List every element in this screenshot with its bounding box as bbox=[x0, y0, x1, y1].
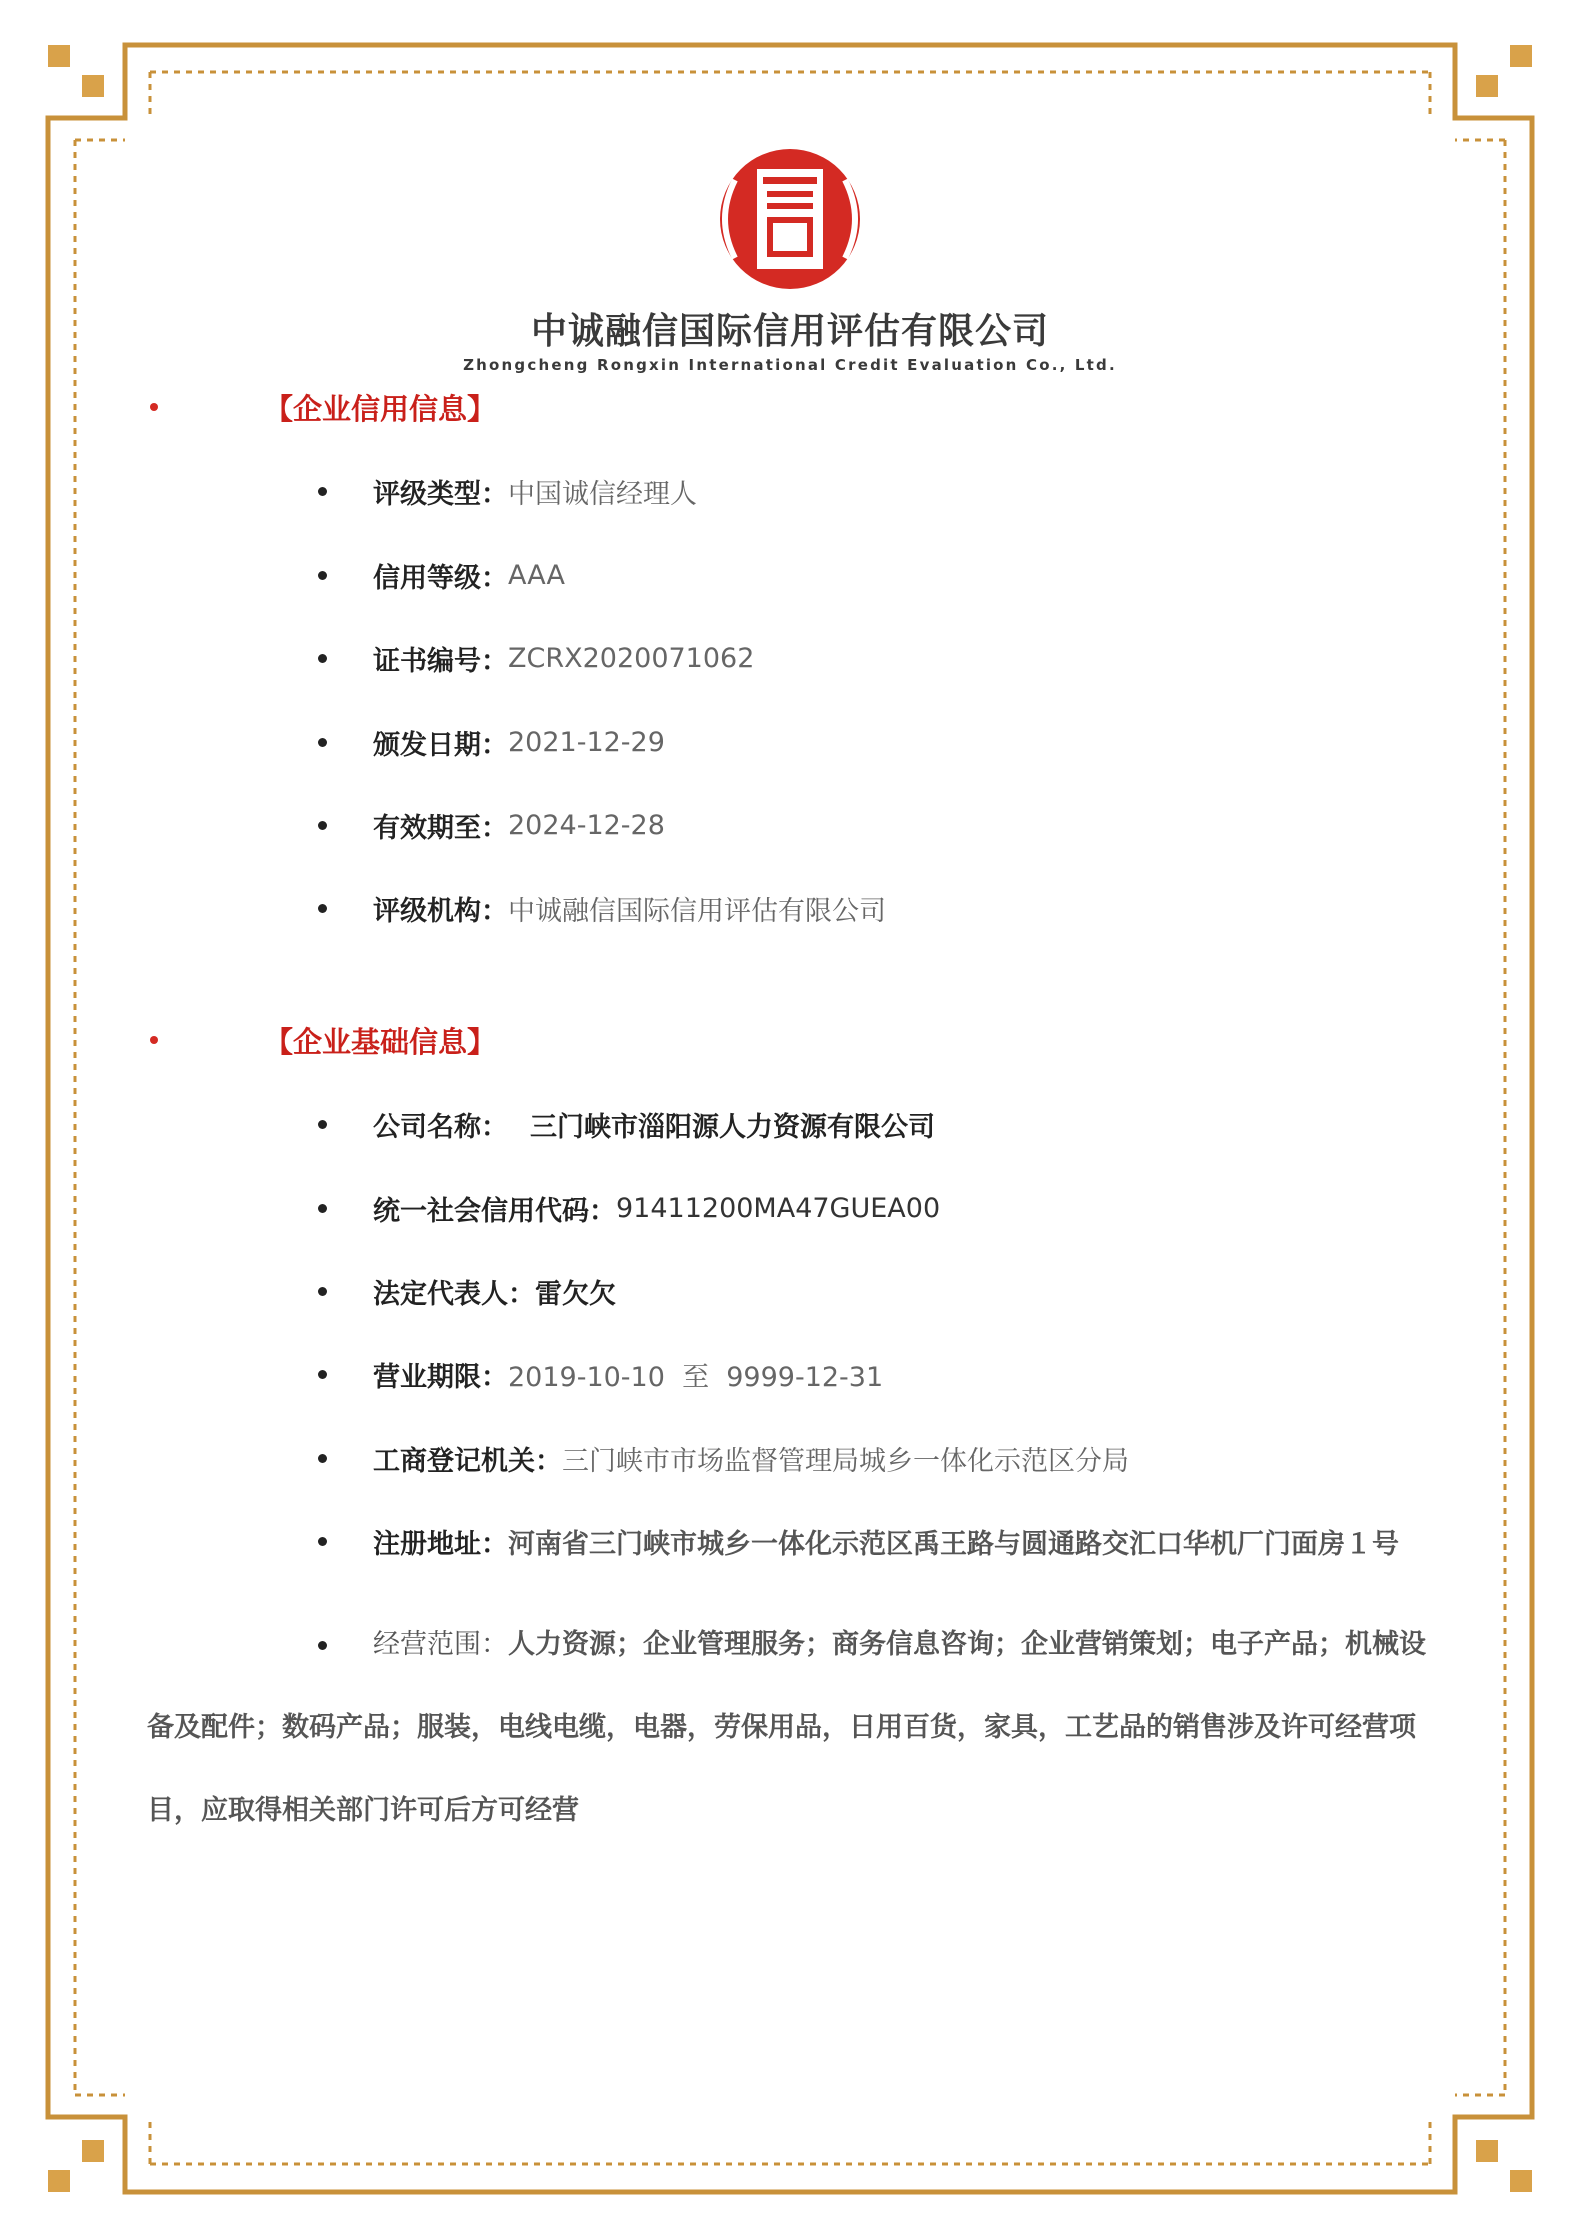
bullet-icon bbox=[150, 403, 158, 411]
field-label: 法定代表人： bbox=[373, 1278, 535, 1310]
bullet-icon bbox=[318, 1120, 327, 1129]
field-value: 2019-10-10 至 9999-12-31 bbox=[508, 1361, 884, 1393]
field-value: 中诚融信国际信用评估有限公司 bbox=[508, 895, 886, 927]
field-label: 有效期至： bbox=[373, 812, 508, 844]
bullet-icon bbox=[318, 738, 327, 747]
field-value: ZCRX2020071062 bbox=[508, 642, 755, 674]
bullet-icon bbox=[318, 821, 327, 830]
bullet-icon bbox=[318, 1204, 327, 1213]
field-label: 经营范围： bbox=[373, 1629, 508, 1660]
field-label: 工商登记机关： bbox=[373, 1445, 562, 1477]
field-label: 证书编号： bbox=[373, 645, 508, 677]
field-label: 颁发日期： bbox=[373, 729, 508, 761]
business-term-row bbox=[318, 1354, 883, 1394]
xin-seal-icon bbox=[705, 145, 875, 293]
bullet-icon bbox=[318, 571, 327, 580]
registered-address-row bbox=[318, 1521, 1399, 1561]
company-name-row bbox=[318, 1104, 935, 1144]
bullet-icon bbox=[318, 1641, 327, 1650]
field-value: 雷欠欠 bbox=[535, 1278, 616, 1310]
field-value: 2021-12-29 bbox=[508, 726, 665, 758]
field-label: 评级类型： bbox=[373, 478, 508, 510]
valid-until-row bbox=[318, 805, 665, 845]
bullet-icon bbox=[318, 1537, 327, 1546]
bullet-icon bbox=[150, 1036, 158, 1044]
field-value: 中国诚信经理人 bbox=[508, 478, 697, 510]
issue-date-row bbox=[318, 722, 665, 762]
credit-section-title: 【企业信用信息】 bbox=[264, 391, 497, 426]
field-value: 91411200MA47GUEA00 bbox=[616, 1192, 941, 1224]
field-label: 营业期限： bbox=[373, 1361, 508, 1393]
field-label: 公司名称： bbox=[373, 1111, 508, 1143]
company-logo bbox=[0, 145, 1580, 374]
field-value: AAA bbox=[508, 559, 565, 591]
bullet-icon bbox=[318, 487, 327, 496]
bullet-icon bbox=[318, 1370, 327, 1379]
registry-authority-row bbox=[318, 1438, 1129, 1478]
certificate-number-row bbox=[318, 638, 754, 678]
field-value: 河南省三门峡市城乡一体化示范区禹王路与圆通路交汇口华机厂门面房１号 bbox=[508, 1528, 1399, 1560]
field-value: 人力资源；企业管理服务；商务信息咨询；企业营销策划；电子产品；机械设备及配件；数码产品；服装，电线电缆，电器，劳保用品，日用百货，家具，工艺品的销售涉及许可经营项目，应取得相关部门许可后方可经营 bbox=[147, 1629, 1426, 1826]
basic-section-header bbox=[150, 1020, 496, 1060]
field-label: 信用等级： bbox=[373, 562, 508, 594]
bullet-icon bbox=[318, 654, 327, 663]
bullet-icon bbox=[318, 904, 327, 913]
field-value: 三门峡市淄阳源人力资源有限公司 bbox=[530, 1111, 935, 1143]
field-label: 统一社会信用代码： bbox=[373, 1195, 616, 1227]
company-name-cn: 中诚融信国际信用评估有限公司 bbox=[530, 311, 1049, 352]
rating-type-row bbox=[318, 471, 697, 511]
rating-agency-row bbox=[318, 888, 886, 928]
credit-level-row bbox=[318, 555, 565, 595]
field-label: 注册地址： bbox=[373, 1528, 508, 1560]
field-label: 评级机构： bbox=[373, 895, 508, 927]
credit-section-header bbox=[150, 387, 496, 427]
bullet-icon bbox=[318, 1287, 327, 1296]
field-value: 三门峡市市场监督管理局城乡一体化示范区分局 bbox=[562, 1445, 1129, 1477]
business-scope-paragraph bbox=[147, 1603, 1447, 1852]
company-name-en: Zhongcheng Rongxin International Credit Evaluation Co., Ltd. bbox=[463, 356, 1117, 374]
bullet-icon bbox=[318, 1454, 327, 1463]
credit-code-row bbox=[318, 1188, 940, 1228]
basic-section-title: 【企业基础信息】 bbox=[264, 1024, 497, 1059]
legal-representative-row bbox=[318, 1271, 616, 1311]
field-value: 2024-12-28 bbox=[508, 809, 665, 841]
